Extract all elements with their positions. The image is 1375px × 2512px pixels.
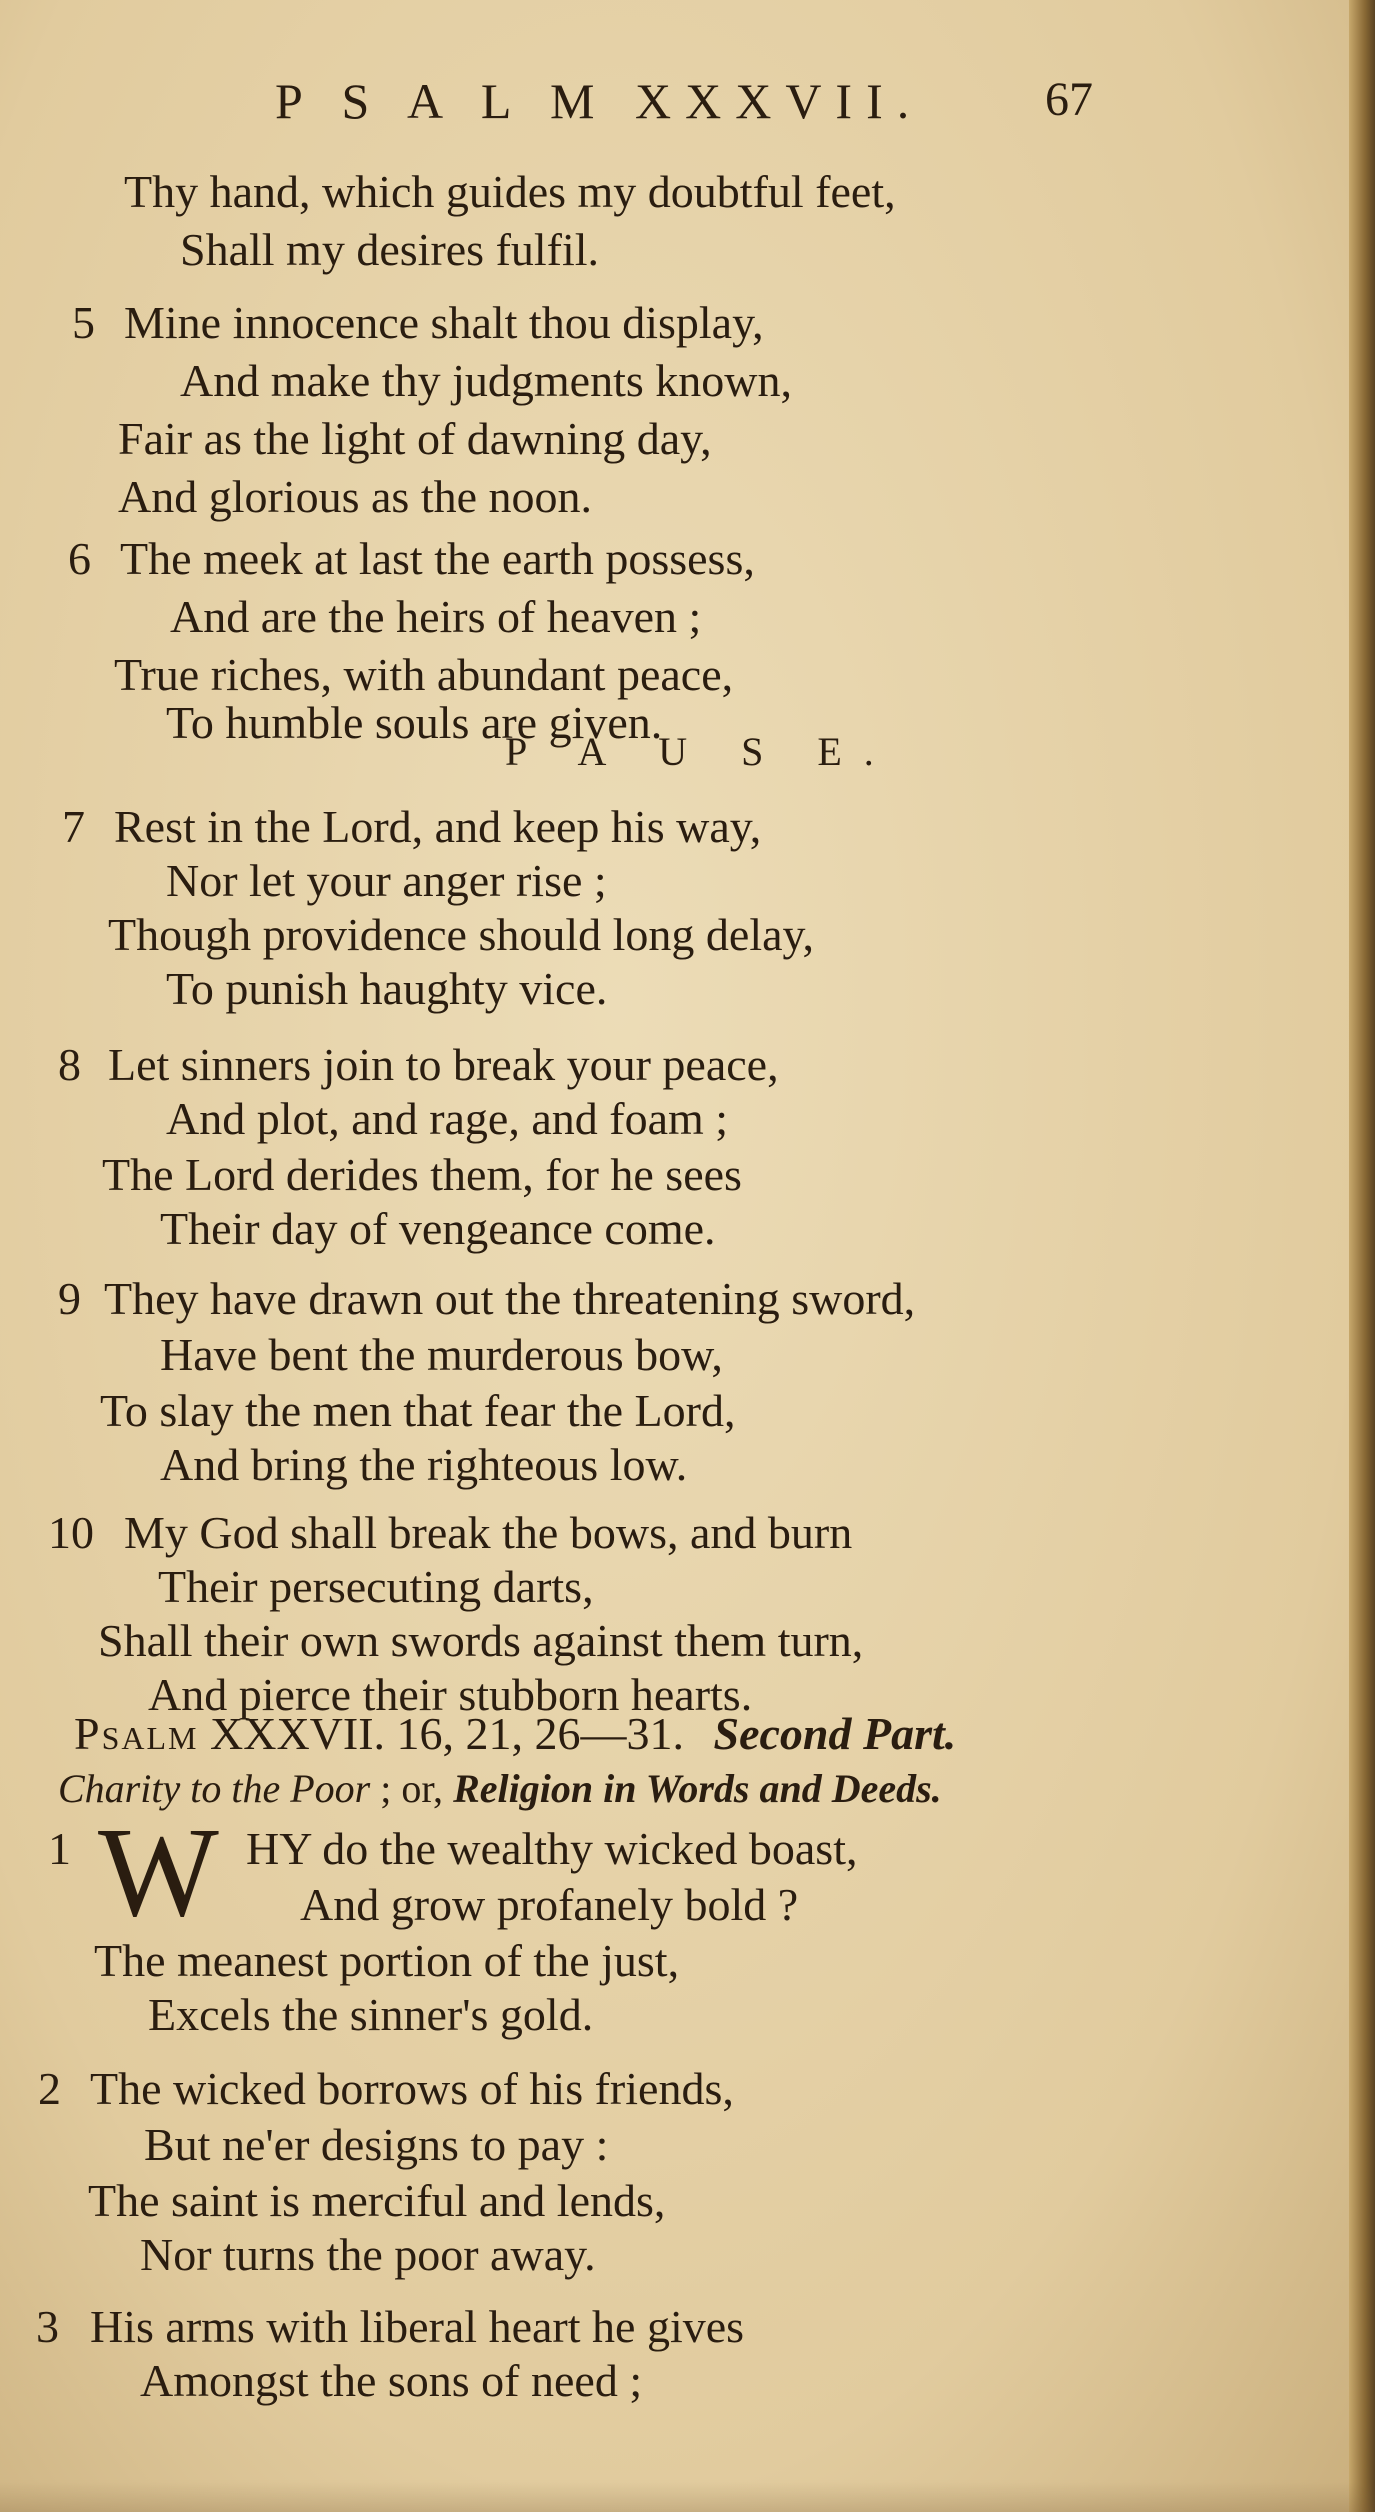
verse-line: To humble souls are given. [166,697,663,748]
verse-line: And bring the righteous low. [160,1439,688,1490]
verse-number: 5 [72,297,95,348]
verse-line: Excels the sinner's gold. [148,1989,594,2040]
verse-line: They have drawn out the threatening sword, [104,1273,916,1324]
verse-line: And glorious as the noon. [118,471,593,522]
page-number: 67 [1045,73,1093,126]
verse-line: The meek at last the earth possess, [120,533,755,584]
verse-line: To punish haughty vice. [166,963,608,1014]
verse-number: 9 [58,1273,81,1324]
verse-line: True riches, with abundant peace, [114,649,734,700]
verse-number: 10 [48,1507,94,1558]
verse-line: Shall my desires fulfil. [180,224,600,275]
verse-number: 3 [36,2301,59,2352]
verse-line: The Lord derides them, for he sees [102,1149,742,1200]
verse-line: Nor turns the poor away. [140,2229,596,2280]
verse-line: The wicked borrows of his friends, [90,2063,734,2114]
part-label: Second Part. [713,1708,957,1759]
pause-heading: P A U S E. [505,729,896,774]
verse-line: Rest in the Lord, and keep his way, [114,801,762,852]
running-header [275,72,1093,142]
verse-line: And are the heirs of heaven ; [170,591,702,642]
verse-line: Their day of vengeance come. [160,1203,716,1254]
verse-line: Thy hand, which guides my doubtful feet, [124,166,896,217]
section-heading [74,1707,956,1760]
verse-line: Shall their own swords against them turn, [98,1615,864,1666]
verse-line: My God shall break the bows, and burn [124,1507,853,1558]
page-bottom-shadow [0,2482,1375,2512]
verse-line: Nor let your anger rise ; [166,855,607,906]
verse-line: The meanest portion of the just, [94,1935,680,1986]
verse-line: The saint is merciful and lends, [88,2175,666,2226]
verse-line: To slay the men that fear the Lord, [100,1385,736,1436]
verse-number: 7 [62,801,85,852]
psalm-reference: XXXVII. 16, 21, 26—31. [210,1708,685,1759]
subtitle-a: Charity to the Poor [58,1766,371,1811]
verse-number: 2 [38,2063,61,2114]
verse-line: His arms with liberal heart he gives [90,2301,745,2352]
verse-line: Amongst the sons of need ; [140,2355,643,2406]
verse-line: Mine innocence shalt thou display, [124,297,764,348]
verse-line: But ne'er designs to pay : [144,2119,609,2170]
verse-line: HY do the wealthy wicked boast, [246,1823,858,1874]
verse-line: And make thy judgments known, [180,355,792,406]
verse-number: 8 [58,1039,81,1090]
verse-line: And grow profanely bold ? [300,1879,799,1930]
verse-number: 6 [68,533,91,584]
verse-number: 1 [48,1823,71,1874]
verse-line: Fair as the light of dawning day, [118,413,712,464]
verse-line: Let sinners join to break your peace, [108,1039,779,1090]
verse-line: Though providence should long delay, [108,909,815,960]
subtitle-separator: ; or, [370,1766,454,1811]
verse-line: Their persecuting darts, [158,1561,594,1612]
verse-line: And pierce their stubborn hearts. [148,1669,753,1720]
verse-line: Have bent the murderous bow, [160,1329,723,1380]
subtitle-b: Religion in Words and Deeds. [453,1766,942,1811]
page-edge [1349,0,1375,2512]
psalm-word: Psalm [74,1708,199,1759]
verse-line: And plot, and rage, and foam ; [166,1093,729,1144]
drop-cap: W [98,1801,219,1943]
page-title: P S A L M XXXVII. [275,73,924,129]
